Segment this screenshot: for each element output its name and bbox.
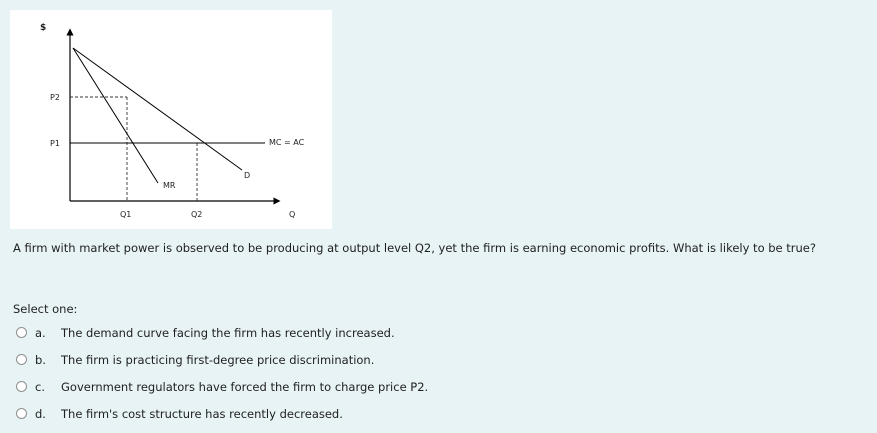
option-d-text[interactable]: The firm's cost structure has recently decreased. <box>61 406 343 421</box>
demand-label: D <box>244 171 251 180</box>
marginal-revenue-curve <box>73 48 158 183</box>
option-d-letter: d. <box>35 406 46 421</box>
p2-label: P2 <box>50 93 60 102</box>
option-a-text[interactable]: The demand curve facing the firm has recently increased. <box>61 325 395 340</box>
q2-label: Q2 <box>191 210 203 219</box>
radio-button-d[interactable] <box>16 408 27 419</box>
y-axis-label: $ <box>40 23 47 33</box>
answer-options <box>16 319 428 427</box>
option-a-letter: a. <box>35 325 46 340</box>
option-b[interactable] <box>16 346 428 373</box>
option-b-letter: b. <box>35 352 46 367</box>
option-c[interactable] <box>16 373 428 400</box>
option-d[interactable] <box>16 400 428 427</box>
economics-diagram <box>10 10 332 229</box>
q1-label: Q1 <box>120 210 132 219</box>
p1-label: P1 <box>50 139 60 148</box>
mc-ac-label: MC = AC <box>269 138 305 147</box>
select-one-prompt: Select one: <box>13 302 78 316</box>
option-b-text[interactable]: The firm is practicing first-degree price discrimination. <box>61 352 375 367</box>
monopoly-graph <box>10 10 332 229</box>
option-c-letter: c. <box>35 379 45 394</box>
demand-curve <box>73 48 242 170</box>
x-axis-label: Q <box>289 210 296 219</box>
radio-button-c[interactable] <box>16 381 27 392</box>
option-a[interactable] <box>16 319 428 346</box>
radio-button-b[interactable] <box>16 354 27 365</box>
question-text: A firm with market power is observed to be producing at output level Q2, yet the firm is earning economic profits. What is likely to be true? <box>13 241 816 255</box>
option-c-text[interactable]: Government regulators have forced the firm to charge price P2. <box>61 379 429 394</box>
radio-button-a[interactable] <box>16 327 27 338</box>
mr-label: MR <box>163 181 176 190</box>
